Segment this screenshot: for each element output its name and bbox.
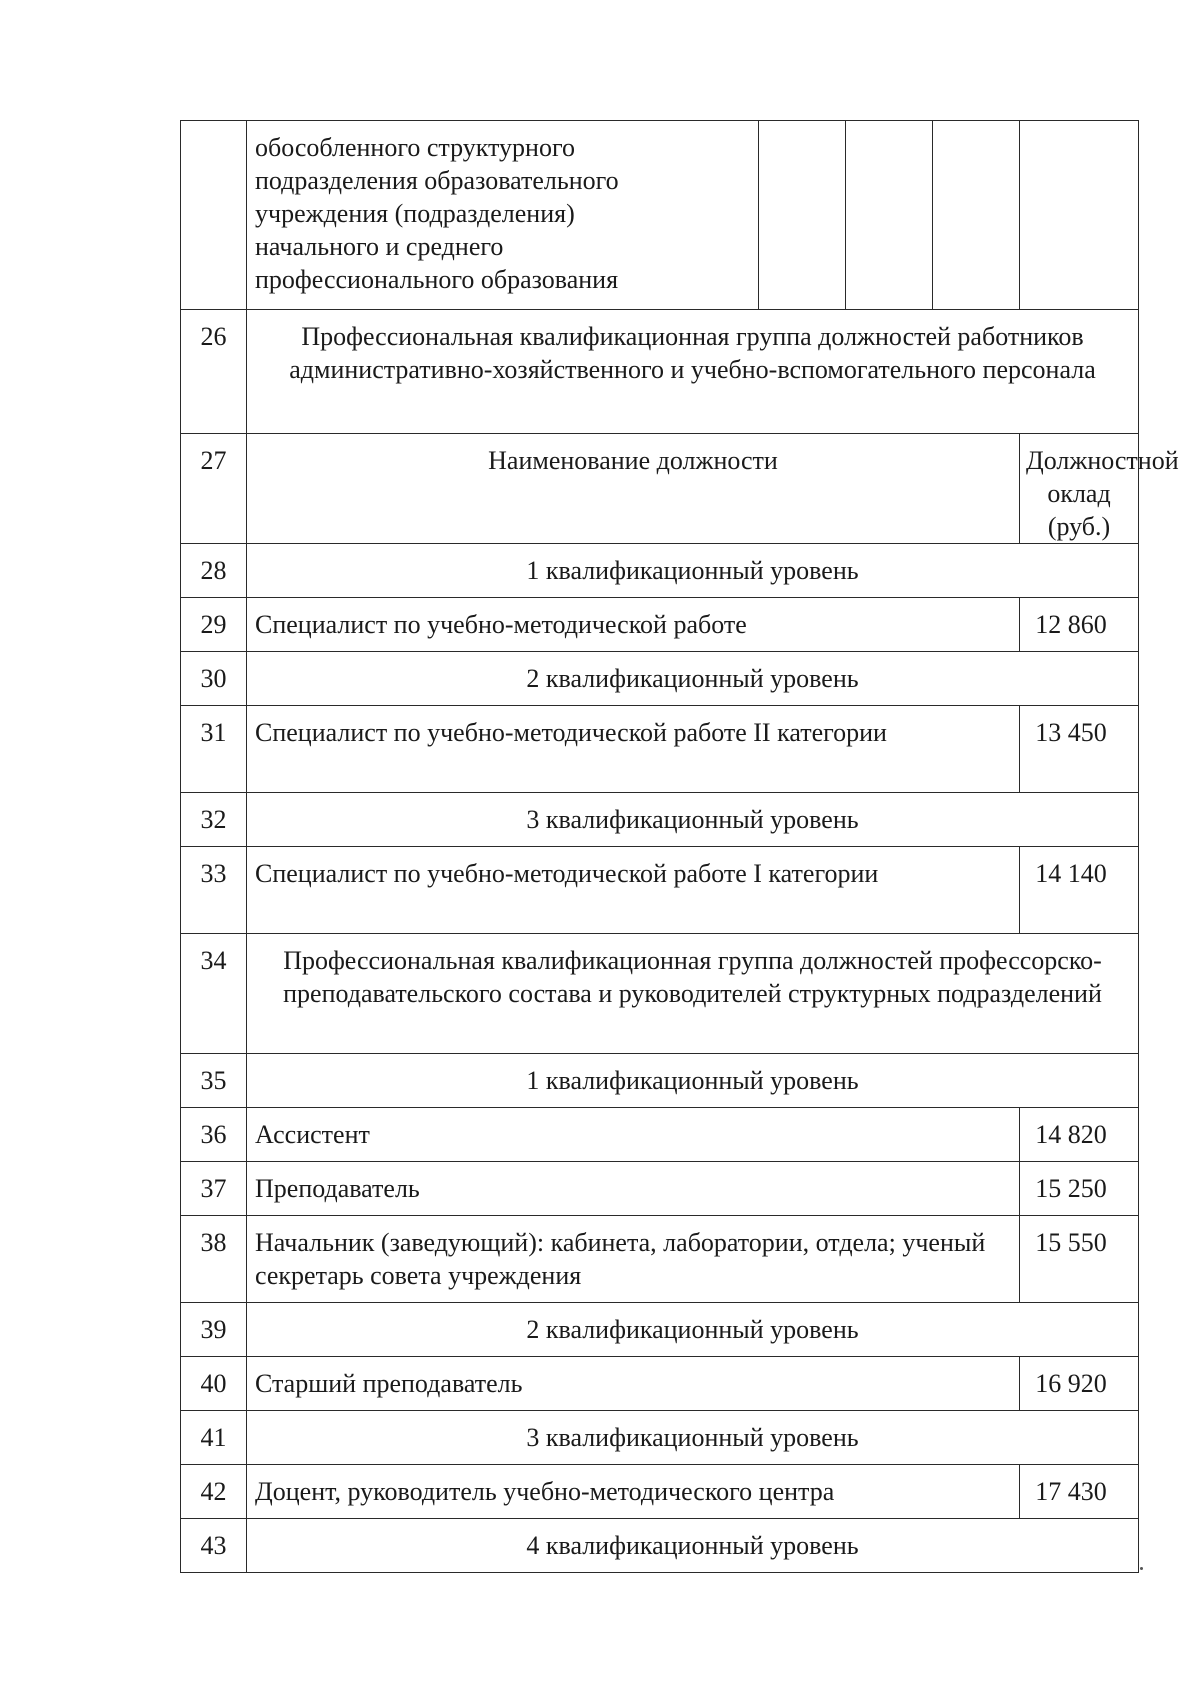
row-number-cell: 36: [181, 1108, 247, 1162]
row-number-cell: 30: [181, 652, 247, 706]
row-number-cell: 32: [181, 793, 247, 847]
level-title-cell: 2 квалификационный уровень: [247, 1303, 1139, 1357]
row-number-cell: 29: [181, 598, 247, 652]
salary-value-cell: 16 920: [1020, 1357, 1139, 1411]
table-row: [181, 1357, 1139, 1411]
table-row: [181, 706, 1139, 793]
table-row: [181, 1519, 1139, 1573]
row-number-cell: 38: [181, 1216, 247, 1303]
level-title-cell: 4 квалификационный уровень: [247, 1519, 1139, 1573]
level-title-cell: 1 квалификационный уровень: [247, 1054, 1139, 1108]
table-row: [181, 434, 1139, 544]
table-row: [181, 1054, 1139, 1108]
table-row: [181, 1162, 1139, 1216]
table-row: [181, 934, 1139, 1054]
table-row: [181, 1216, 1139, 1303]
salary-value-cell: 14 140: [1020, 847, 1139, 934]
row-number-cell: 43: [181, 1519, 247, 1573]
group-title-cell: Профессиональная квалификационная группа должностей работников административно-хозяйственного и учебно-вспомогательного персонала: [247, 310, 1139, 434]
table-row: [181, 598, 1139, 652]
position-name-cell: Доцент, руководитель учебно-методического центра: [247, 1465, 1020, 1519]
salary-value-cell: 15 550: [1020, 1216, 1139, 1303]
position-name-cell: Ассистент: [247, 1108, 1020, 1162]
empty-cell: [846, 121, 933, 310]
table-row: [181, 1303, 1139, 1357]
continuation-line: подразделения образовательного: [255, 166, 619, 195]
table-row: [181, 1465, 1139, 1519]
continuation-line: учреждения (подразделения): [255, 199, 575, 228]
salary-value-cell: 12 860: [1020, 598, 1139, 652]
level-title-cell: 3 квалификационный уровень: [247, 1411, 1139, 1465]
position-name-cell: Специалист по учебно-методической работе II категории: [247, 706, 1020, 793]
salary-table-body: [181, 121, 1179, 1573]
salary-value-cell: 15 250: [1020, 1162, 1139, 1216]
empty-cell: [933, 121, 1020, 310]
continuation-line: обособленного структурного: [255, 133, 575, 162]
row-number-cell: 28: [181, 544, 247, 598]
empty-cell: [1020, 121, 1139, 310]
header-name-cell: Наименование должности: [247, 434, 1020, 544]
continuation-text-cell: [247, 121, 759, 310]
row-number-cell: [181, 121, 247, 310]
level-title-cell: 3 квалификационный уровень: [247, 793, 1139, 847]
position-name-cell: Начальник (заведующий): кабинета, лаборатории, отдела; ученый секретарь совета учреждения: [247, 1216, 1020, 1303]
table-row: [181, 310, 1139, 434]
table-row: [181, 793, 1139, 847]
table-row: [181, 1108, 1139, 1162]
row-number-cell: 40: [181, 1357, 247, 1411]
table-row: [181, 652, 1139, 706]
salary-table: [180, 120, 1179, 1573]
level-title-cell: 2 квалификационный уровень: [247, 652, 1139, 706]
row-number-cell: 33: [181, 847, 247, 934]
row-number-cell: 41: [181, 1411, 247, 1465]
salary-value-cell: 17 430: [1020, 1465, 1139, 1519]
continuation-line: начального и среднего: [255, 232, 504, 261]
row-number-cell: 37: [181, 1162, 247, 1216]
position-name-cell: Специалист по учебно-методической работе: [247, 598, 1020, 652]
row-number-cell: 34: [181, 934, 247, 1054]
row-number-cell: 39: [181, 1303, 247, 1357]
row-number-cell: 26: [181, 310, 247, 434]
row-number-cell: 27: [181, 434, 247, 544]
salary-value-cell: 14 820: [1020, 1108, 1139, 1162]
continuation-line: профессионального образования: [255, 265, 619, 294]
row-number-cell: 42: [181, 1465, 247, 1519]
table-row: [181, 847, 1139, 934]
salary-value-cell: 13 450: [1020, 706, 1139, 793]
level-title-cell: 1 квалификационный уровень: [247, 544, 1139, 598]
empty-cell: [759, 121, 846, 310]
scan-speck: [1140, 1567, 1143, 1570]
table-row: [181, 544, 1139, 598]
position-name-cell: Специалист по учебно-методической работе I категории: [247, 847, 1020, 934]
row-number-cell: 31: [181, 706, 247, 793]
position-name-cell: Старший преподаватель: [247, 1357, 1020, 1411]
position-name-cell: Преподаватель: [247, 1162, 1020, 1216]
row-number-cell: 35: [181, 1054, 247, 1108]
continuation-row: [181, 121, 1139, 310]
group-title-cell: Профессиональная квалификационная группа должностей профессорско-преподавательского состава и руководителей структурных подразделений: [247, 934, 1139, 1054]
table-row: [181, 1411, 1139, 1465]
header-salary-cell: Должностной оклад (руб.): [1020, 434, 1139, 544]
